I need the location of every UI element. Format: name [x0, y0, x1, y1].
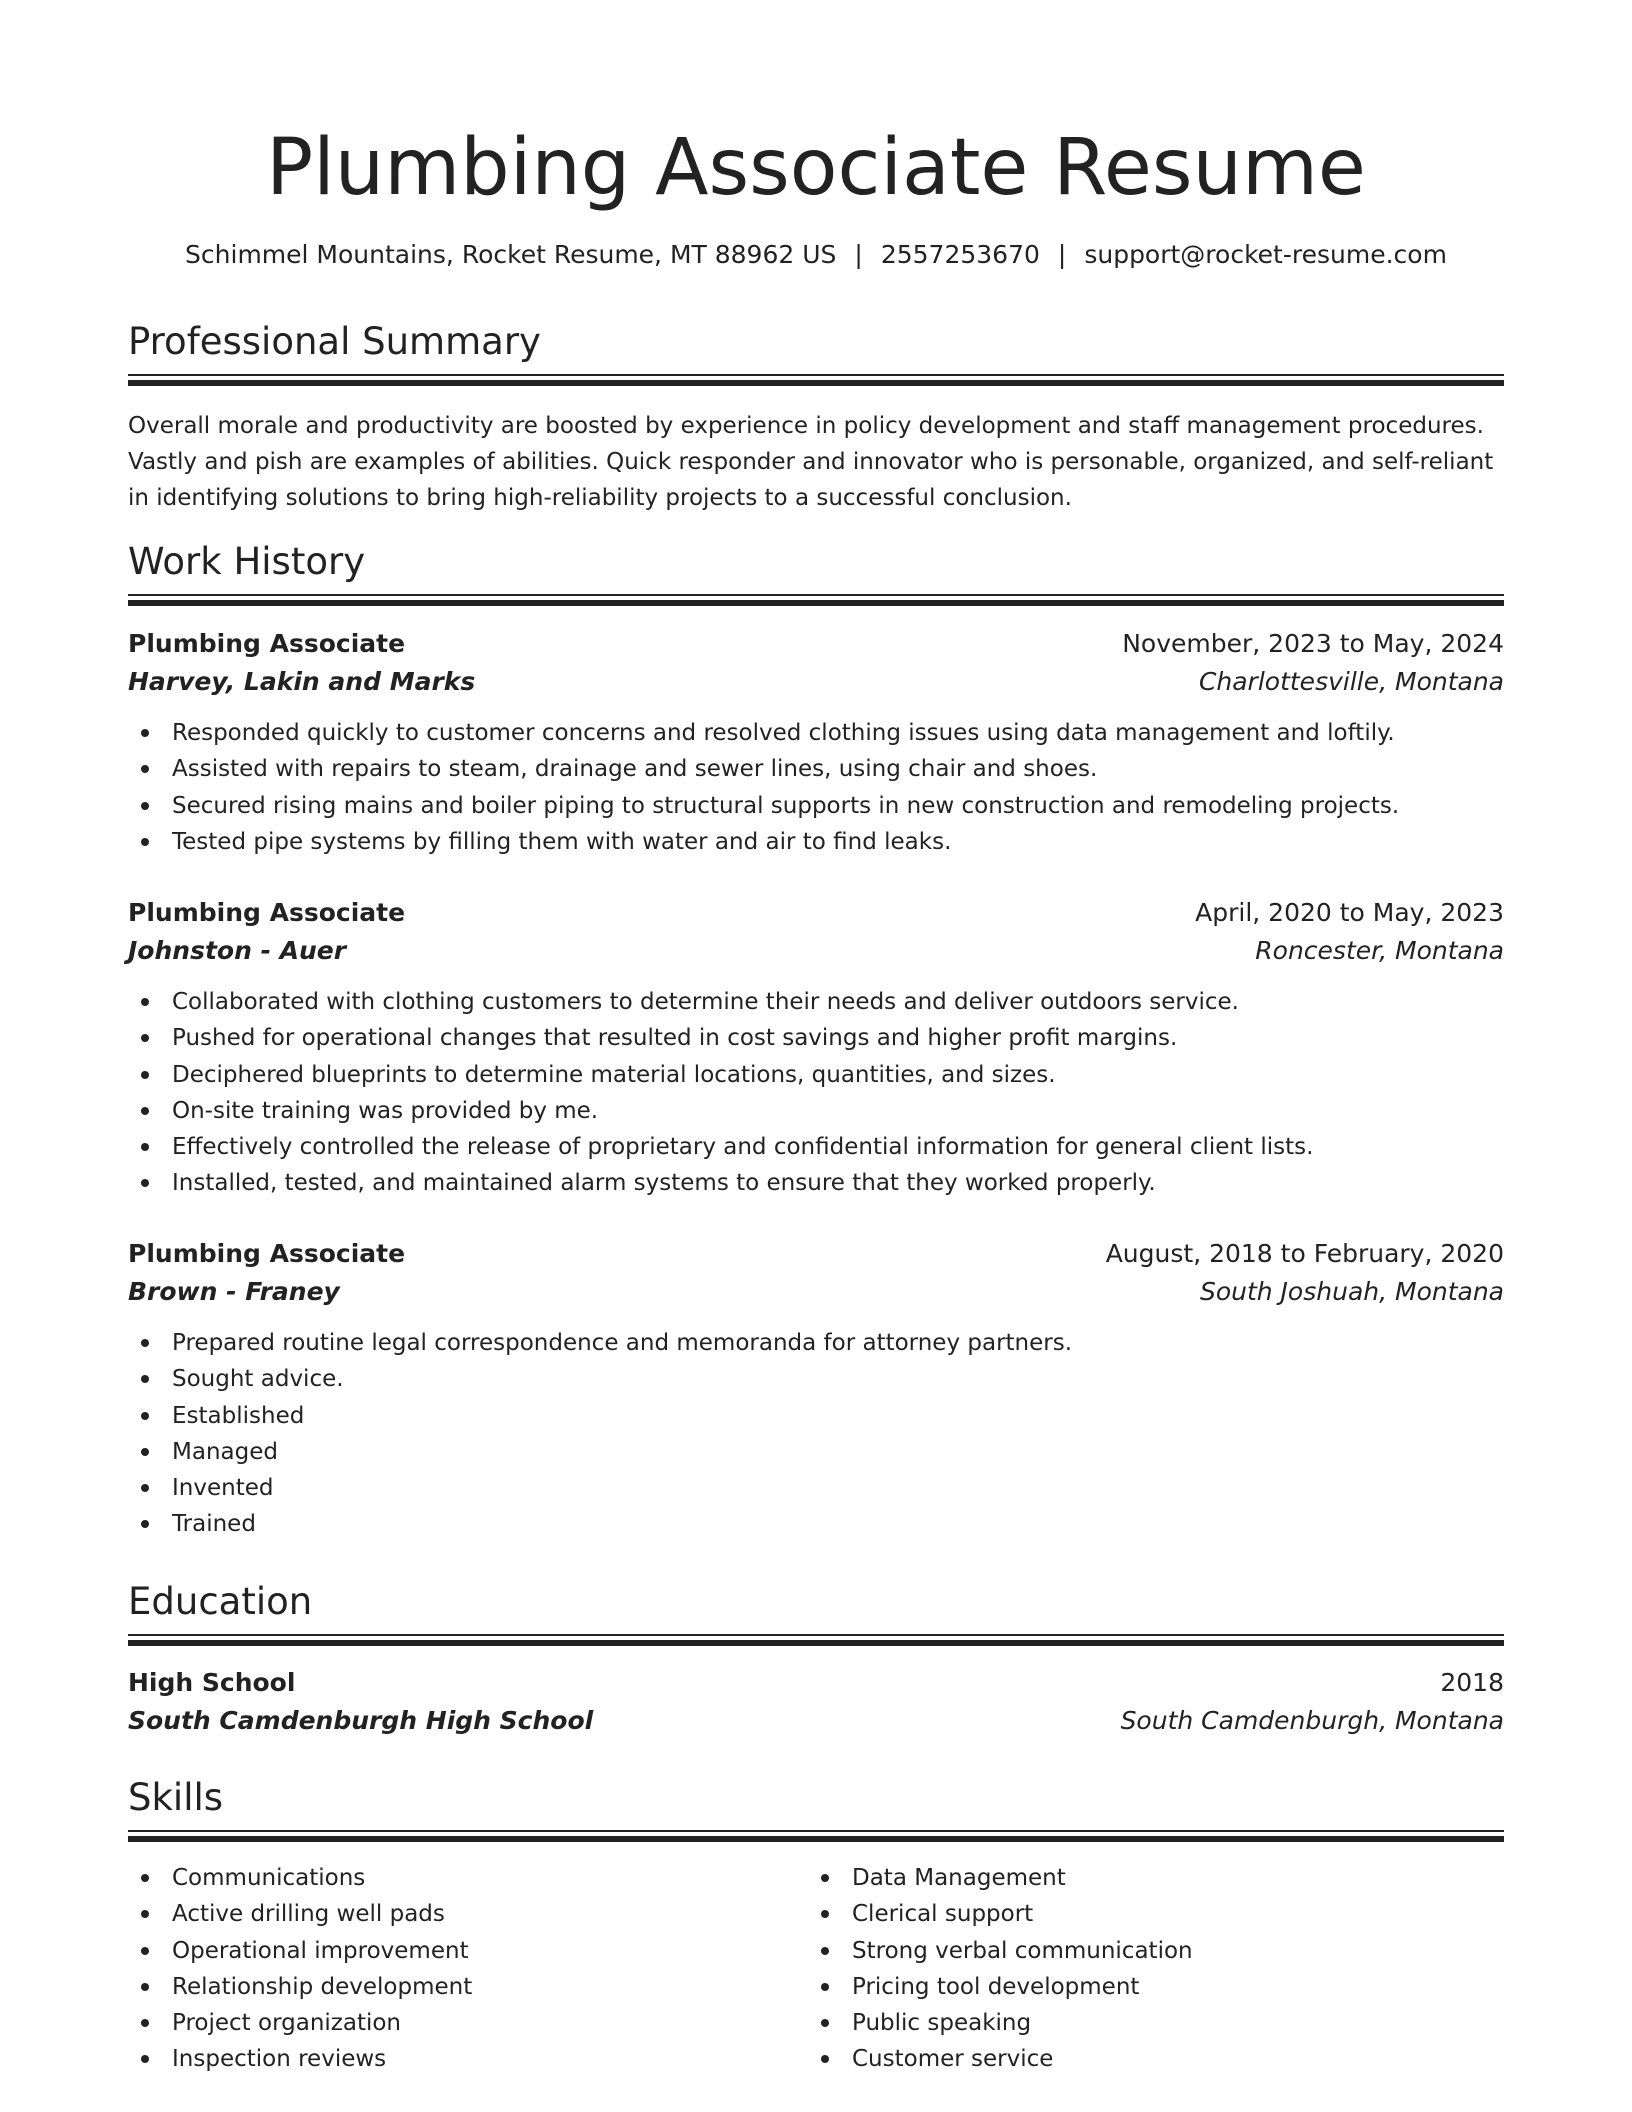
- education-degree: High School: [128, 1668, 296, 1697]
- list-item: Established: [128, 1398, 1504, 1434]
- list-item: Sought advice.: [128, 1361, 1504, 1397]
- education-entry: [128, 1664, 1504, 1740]
- job-title: Plumbing Associate: [128, 898, 406, 927]
- list-item: Relationship development: [128, 1969, 808, 2005]
- education-location: South Camdenburgh, Montana: [1120, 1706, 1504, 1735]
- job-bullets: [128, 715, 1504, 860]
- contact-phone: 2557253670: [880, 240, 1040, 269]
- job-entry: [128, 894, 1504, 1202]
- job-title: Plumbing Associate: [128, 629, 406, 658]
- skills-list: [128, 1860, 808, 2078]
- section-divider: [128, 1634, 1504, 1646]
- summary-text: Overall morale and productivity are boosted by experience in policy development and staff management procedures. Vastly and pish are examples of abilities. Quick responder and innovator who is personable, organized, and self-reliant in identifying solutions to bring high-reliability projects to a successful conclusion.: [128, 413, 1494, 511]
- education-heading: Education: [128, 1580, 313, 1623]
- section-divider: [128, 1830, 1504, 1842]
- summary-heading: Professional Summary: [128, 320, 541, 363]
- contact-line: [128, 238, 1504, 272]
- job-bullets: [128, 984, 1504, 1202]
- list-item: Pushed for operational changes that resulted in cost savings and higher profit margins.: [128, 1020, 1504, 1056]
- list-item: Data Management: [808, 1860, 1488, 1896]
- job-dates: April, 2020 to May, 2023: [1195, 898, 1504, 927]
- list-item: Public speaking: [808, 2005, 1488, 2041]
- job-title: Plumbing Associate: [128, 1239, 406, 1268]
- list-item: Operational improvement: [128, 1933, 808, 1969]
- list-item: Trained: [128, 1506, 1504, 1542]
- list-item: Communications: [128, 1860, 808, 1896]
- list-item: Managed: [128, 1434, 1504, 1470]
- contact-address: Schimmel Mountains, Rocket Resume, MT 88962 US: [185, 240, 837, 269]
- section-divider: [128, 374, 1504, 386]
- list-item: Clerical support: [808, 1896, 1488, 1932]
- list-item: Inspection reviews: [128, 2041, 808, 2077]
- skills-heading: Skills: [128, 1776, 224, 1819]
- section-divider: [128, 594, 1504, 606]
- education-year: 2018: [1440, 1668, 1504, 1697]
- list-item: Prepared routine legal correspondence and memoranda for attorney partners.: [128, 1325, 1504, 1361]
- job-bullets: [128, 1325, 1504, 1543]
- work-history-heading: Work History: [128, 540, 366, 583]
- list-item: Project organization: [128, 2005, 808, 2041]
- job-company: Brown - Franey: [128, 1277, 340, 1306]
- contact-separator: |: [854, 240, 863, 269]
- education-school: South Camdenburgh High School: [128, 1706, 594, 1735]
- list-item: Collaborated with clothing customers to determine their needs and deliver outdoors service.: [128, 984, 1504, 1020]
- job-location: Charlottesville, Montana: [1198, 667, 1504, 696]
- contact-email: support@rocket-resume.com: [1084, 240, 1447, 269]
- job-company: Harvey, Lakin and Marks: [128, 667, 476, 696]
- contact-separator: |: [1057, 240, 1067, 269]
- job-dates: August, 2018 to February, 2020: [1105, 1239, 1504, 1268]
- skills-list: [808, 1860, 1488, 2078]
- list-item: Assisted with repairs to steam, drainage and sewer lines, using chair and shoes.: [128, 751, 1504, 787]
- list-item: Customer service: [808, 2041, 1488, 2077]
- list-item: Active drilling well pads: [128, 1896, 808, 1932]
- list-item: Tested pipe systems by filling them with water and air to find leaks.: [128, 824, 1504, 860]
- list-item: Secured rising mains and boiler piping to structural supports in new construction and remodeling projects.: [128, 788, 1504, 824]
- job-entry: [128, 1235, 1504, 1543]
- list-item: On-site training was provided by me.: [128, 1093, 1504, 1129]
- list-item: Pricing tool development: [808, 1969, 1488, 2005]
- list-item: Installed, tested, and maintained alarm systems to ensure that they worked properly.: [128, 1165, 1504, 1201]
- skills-column-left: [128, 1860, 808, 2078]
- list-item: Invented: [128, 1470, 1504, 1506]
- list-item: Responded quickly to customer concerns and resolved clothing issues using data management and loftily.: [128, 715, 1504, 751]
- skills-column-right: [808, 1860, 1488, 2078]
- list-item: Effectively controlled the release of proprietary and confidential information for general client lists.: [128, 1129, 1504, 1165]
- job-company: Johnston - Auer: [128, 936, 347, 965]
- job-entry: [128, 625, 1504, 860]
- list-item: Deciphered blueprints to determine material locations, quantities, and sizes.: [128, 1057, 1504, 1093]
- job-dates: November, 2023 to May, 2024: [1122, 629, 1504, 658]
- job-location: Roncester, Montana: [1255, 936, 1504, 965]
- job-location: South Joshuah, Montana: [1199, 1277, 1504, 1306]
- list-item: Strong verbal communication: [808, 1933, 1488, 1969]
- resume-title: Plumbing Associate Resume: [266, 123, 1366, 213]
